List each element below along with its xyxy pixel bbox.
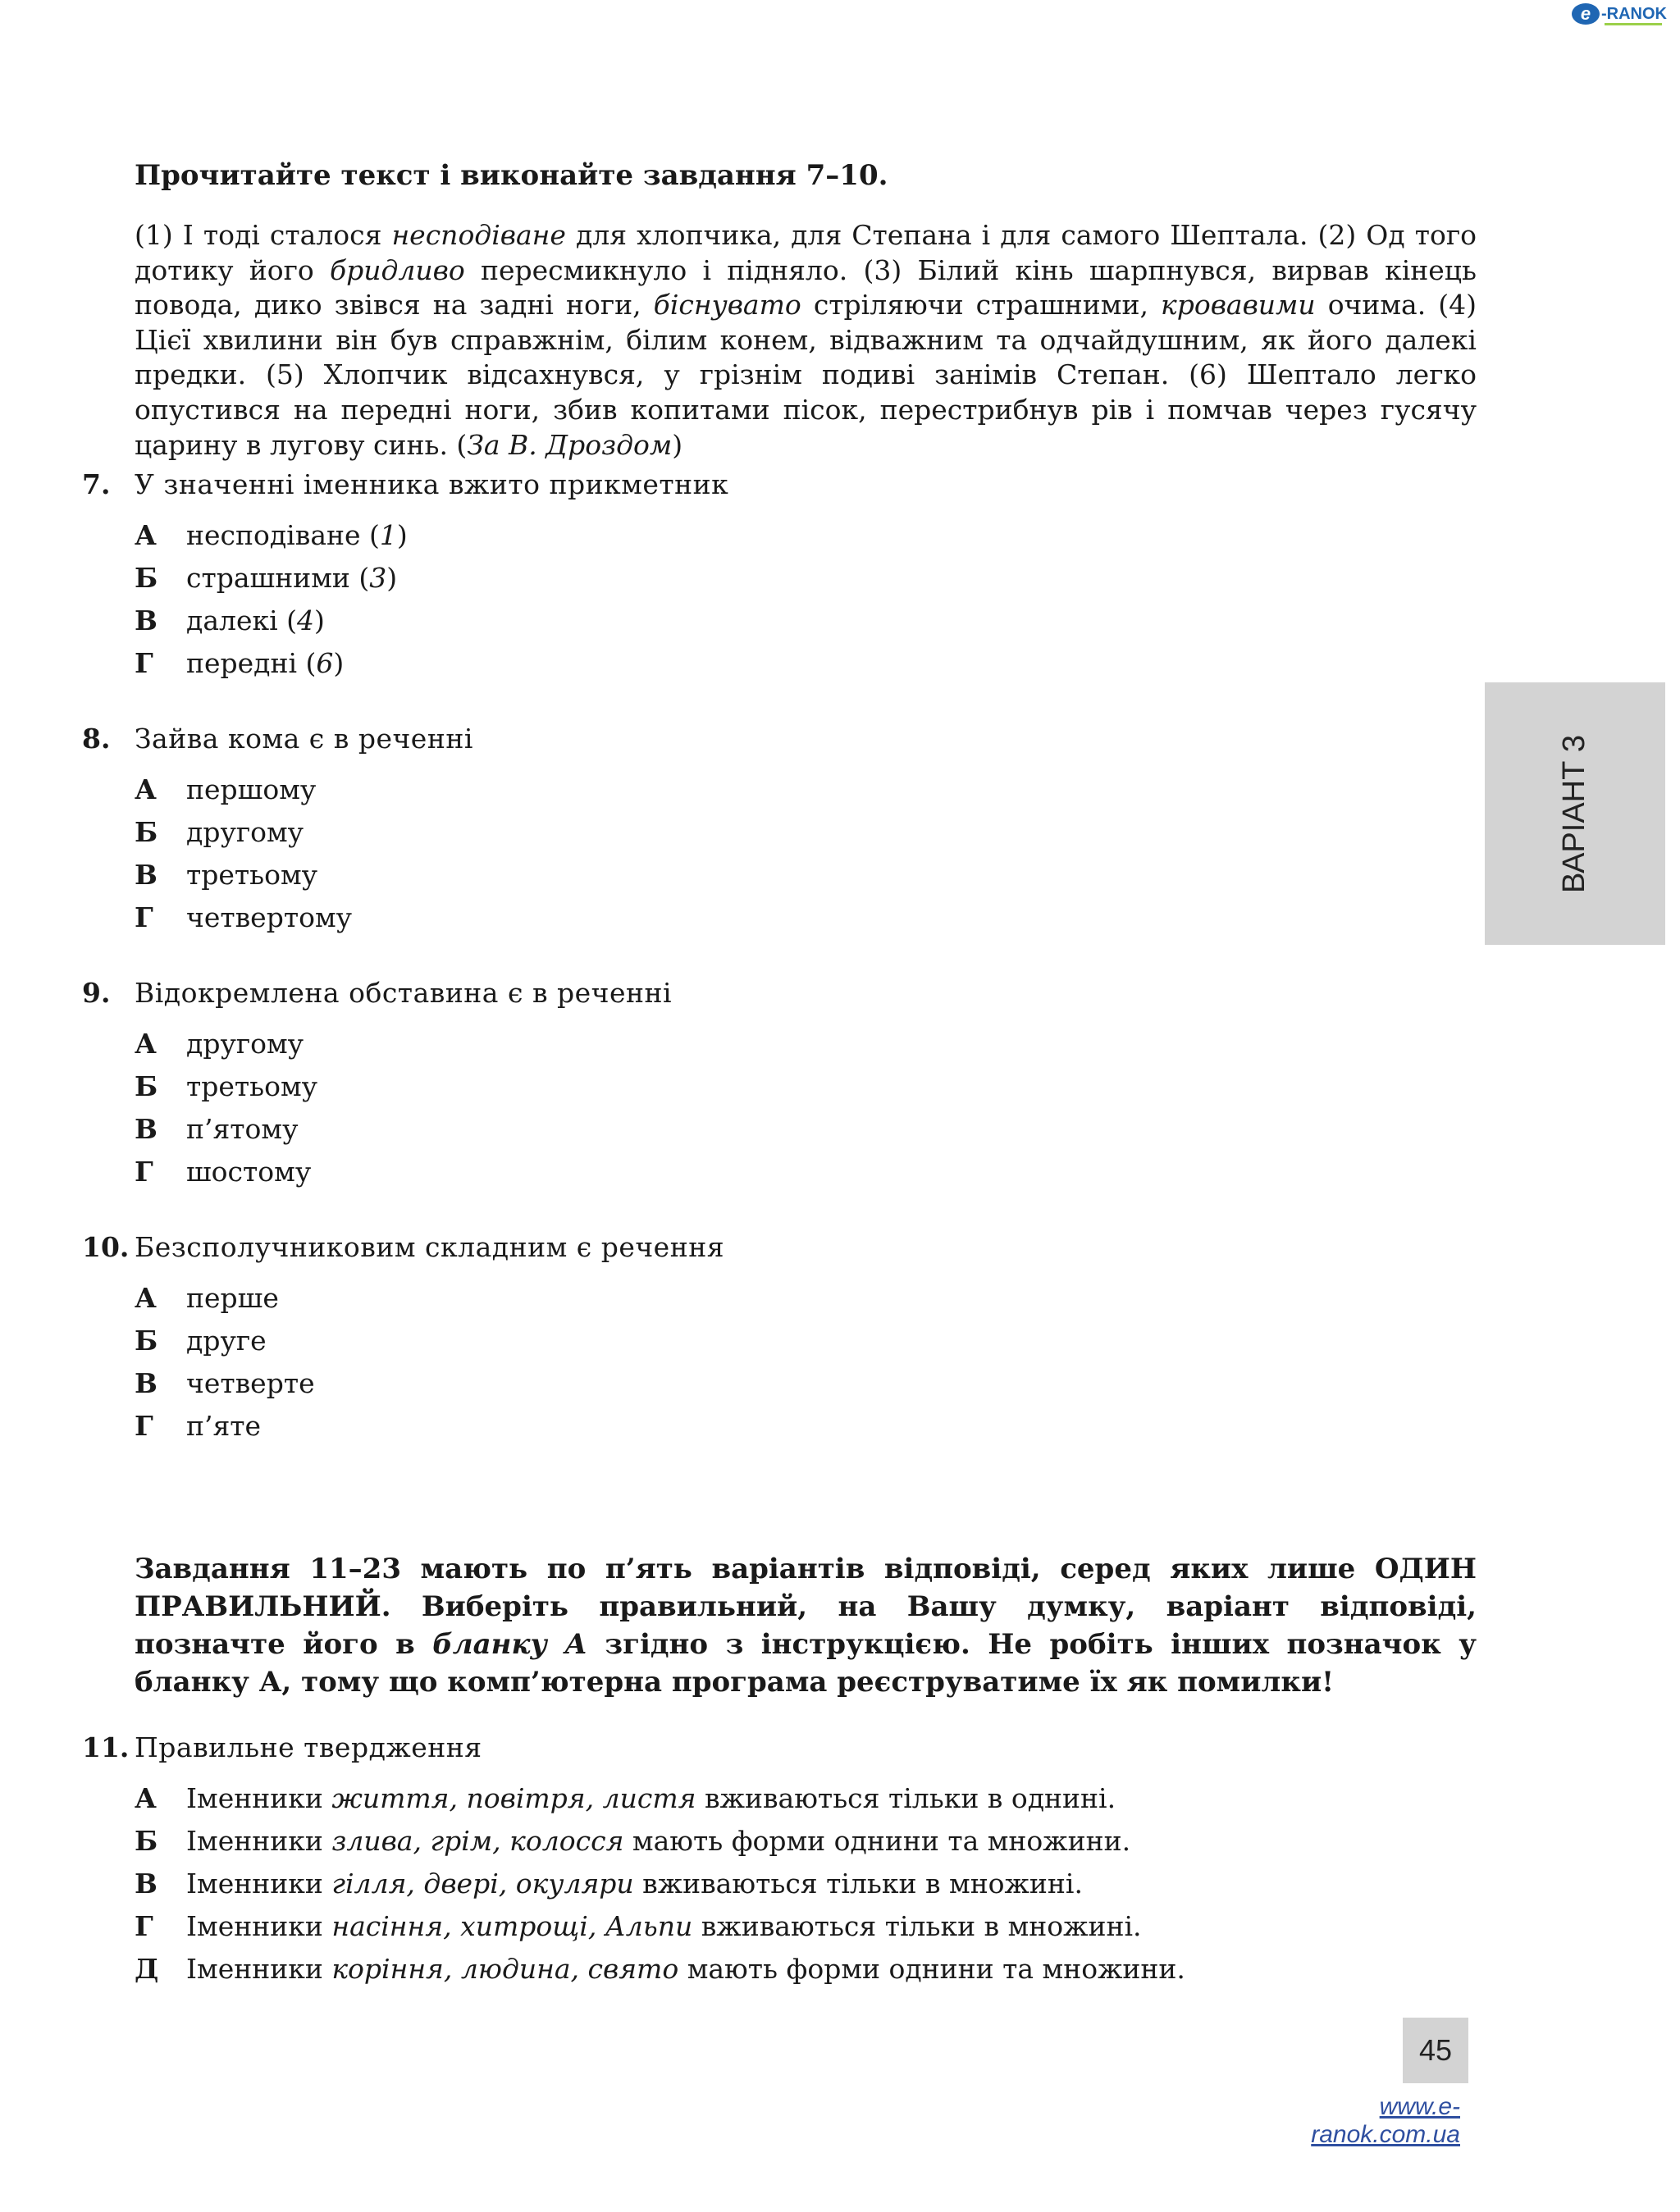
text-run: згідно з інструкцією. Не робіть інших позначок у бланку А, тому що комп’ютерна програма реєструватиме їх як помилки!: [135, 1628, 1477, 1699]
reading-passage: [135, 218, 1477, 463]
variant-label: ВАРІАНТ 3: [1557, 734, 1592, 893]
text-run: далекі (: [186, 604, 298, 636]
text-run: мають форми однини та множини.: [678, 1953, 1185, 1985]
page-number: 45: [1403, 2018, 1468, 2083]
text-run: третьому: [186, 859, 318, 891]
text-run: (1) І тоді сталося: [135, 219, 392, 251]
text-run: перше: [186, 1282, 279, 1314]
text-run: очима. (4) Цієї хвилини він був справжнім, білим конем, відважним та одчайдушним, як його далекі предки. (5) Хлопчик відсахнувся, у грізнім подиві занімів Степан. (6) Шептало легко опустився на передні ноги, збив копитами пісок, перестрибнув рів і помчав через гусячу царину в лугову синь. (: [135, 289, 1477, 461]
question-11-option-e: Д Іменники коріння, людина, свято мають форми однини та множини.: [135, 1953, 1185, 1985]
text-run: Завдання 11–23 мають по п’ять варіантів відповіді, серед яких лише ОДИН ПРАВИЛЬНИЙ. Виберіть правильний, на Вашу думку, варіант відповіді, позначте його в: [135, 1553, 1477, 1661]
section-heading: Прочитайте текст і виконайте завдання 7–10.: [135, 159, 888, 192]
text-run: першому: [186, 773, 317, 805]
question-9-option-c: В п’ятому: [135, 1113, 299, 1145]
question-8-text: Зайва кома є в реченні: [135, 723, 473, 755]
question-8-option-a: А першому: [135, 773, 317, 805]
logo-text: -RANOK: [1601, 4, 1667, 23]
italic-text: бридливо: [329, 253, 465, 286]
text-run: другому: [186, 1028, 304, 1060]
question-10-text: Безсполучниковим складним є речення: [135, 1231, 725, 1263]
question-9-number: 9.: [82, 977, 111, 1009]
question-9-option-a: А другому: [135, 1028, 304, 1060]
text-run: четверте: [186, 1367, 315, 1399]
question-10-number: 10.: [82, 1231, 130, 1263]
text-run: ): [672, 428, 683, 461]
italic-text: кровавими: [1161, 289, 1316, 322]
italic-text: За В. Дроздом: [467, 428, 673, 461]
question-11-text: Правильне твердження: [135, 1731, 482, 1763]
text-run: Іменники: [186, 1953, 332, 1985]
italic-text: коріння, людина, свято: [331, 1953, 679, 1985]
text-run: вживаються тільки в множині.: [692, 1910, 1142, 1942]
italic-text: бланку А: [432, 1628, 587, 1661]
question-10-option-d: Г п’яте: [135, 1410, 262, 1442]
question-7-text: У значенні іменника вжито прикметник: [135, 468, 729, 500]
italic-text: 6: [316, 647, 334, 679]
italic-text: життя, повітря, листя: [331, 1782, 696, 1814]
italic-text: 4: [297, 604, 315, 636]
italic-text: несподіване: [391, 219, 566, 251]
italic-text: насіння, хитрощі, Альпи: [331, 1910, 693, 1942]
question-7-number: 7.: [82, 468, 111, 500]
question-11-option-d: Г Іменники насіння, хитрощі, Альпи вживаються тільки в множині.: [135, 1910, 1142, 1942]
logo-mark: e: [1572, 3, 1600, 25]
text-run: вживаються тільки в однині.: [696, 1782, 1116, 1814]
instructions-block: [135, 1550, 1477, 1701]
logo-underline: [1605, 23, 1662, 25]
question-7-option-d: Г передні (6): [135, 647, 345, 679]
text-run: стріляючи страшними,: [801, 289, 1161, 322]
logo: [1572, 3, 1667, 25]
question-7-option-b: Б страшними (3): [135, 562, 398, 594]
text-run: третьому: [186, 1070, 318, 1102]
text-run: Іменники: [186, 1782, 332, 1814]
italic-text: гілля, двері, окуляри: [331, 1868, 634, 1900]
question-8-option-c: В третьому: [135, 859, 318, 891]
text-run: Іменники: [186, 1825, 332, 1857]
text-run: ): [386, 562, 398, 594]
text-run: пересмикнуло і підняло. (3) Білий кінь шарпнувся, вирвав кінець повода, дико звівся на задні ноги,: [135, 253, 1477, 322]
question-11-number: 11.: [82, 1731, 130, 1763]
website-link[interactable]: www.e-ranok.com.ua: [1311, 2093, 1460, 2148]
text-run: друге: [186, 1325, 267, 1357]
text-run: Іменники: [186, 1868, 332, 1900]
question-9-text: Відокремлена обставина є в реченні: [135, 977, 673, 1009]
text-run: п’ятому: [186, 1113, 299, 1145]
italic-text: біснувато: [653, 289, 801, 322]
question-10-option-b: Б друге: [135, 1325, 267, 1357]
question-11-option-b: Б Іменники злива, грім, колосся мають форми однини та множини.: [135, 1825, 1131, 1857]
question-8-option-d: Г четвертому: [135, 901, 353, 933]
question-8-option-b: Б другому: [135, 816, 304, 848]
italic-text: злива, грім, колосся: [331, 1825, 624, 1857]
text-run: четвертому: [186, 901, 353, 933]
question-10-option-a: А перше: [135, 1282, 279, 1314]
question-11-option-c: В Іменники гілля, двері, окуляри вживаються тільки в множині.: [135, 1868, 1083, 1900]
question-9-option-b: Б третьому: [135, 1070, 318, 1102]
text-run: другому: [186, 816, 304, 848]
text-run: ): [333, 647, 345, 679]
text-run: передні (: [186, 647, 317, 679]
text-run: для хлопчика, для Степана і для самого Шептала. (2) Од того дотику його: [135, 219, 1477, 286]
text-run: шостому: [186, 1156, 312, 1188]
italic-text: 1: [379, 519, 397, 551]
question-9-option-d: Г шостому: [135, 1156, 312, 1188]
text-run: мають форми однини та множини.: [623, 1825, 1131, 1857]
question-11-option-a: А Іменники життя, повітря, листя вживаються тільки в однині.: [135, 1782, 1116, 1814]
question-7-option-c: В далекі (4): [135, 604, 325, 636]
text-run: Іменники: [186, 1910, 332, 1942]
text-run: ): [314, 604, 325, 636]
text-run: страшними (: [186, 562, 370, 594]
question-8-number: 8.: [82, 723, 111, 755]
text-run: вживаються тільки в множині.: [633, 1868, 1083, 1900]
question-10-option-c: В четверте: [135, 1367, 315, 1399]
question-7-option-a: А несподіване (1): [135, 519, 408, 551]
italic-text: 3: [369, 562, 387, 594]
text-run: п’яте: [186, 1410, 262, 1442]
text-run: несподіване (: [186, 519, 380, 551]
variant-side-tab: [1485, 682, 1665, 945]
text-run: ): [396, 519, 408, 551]
